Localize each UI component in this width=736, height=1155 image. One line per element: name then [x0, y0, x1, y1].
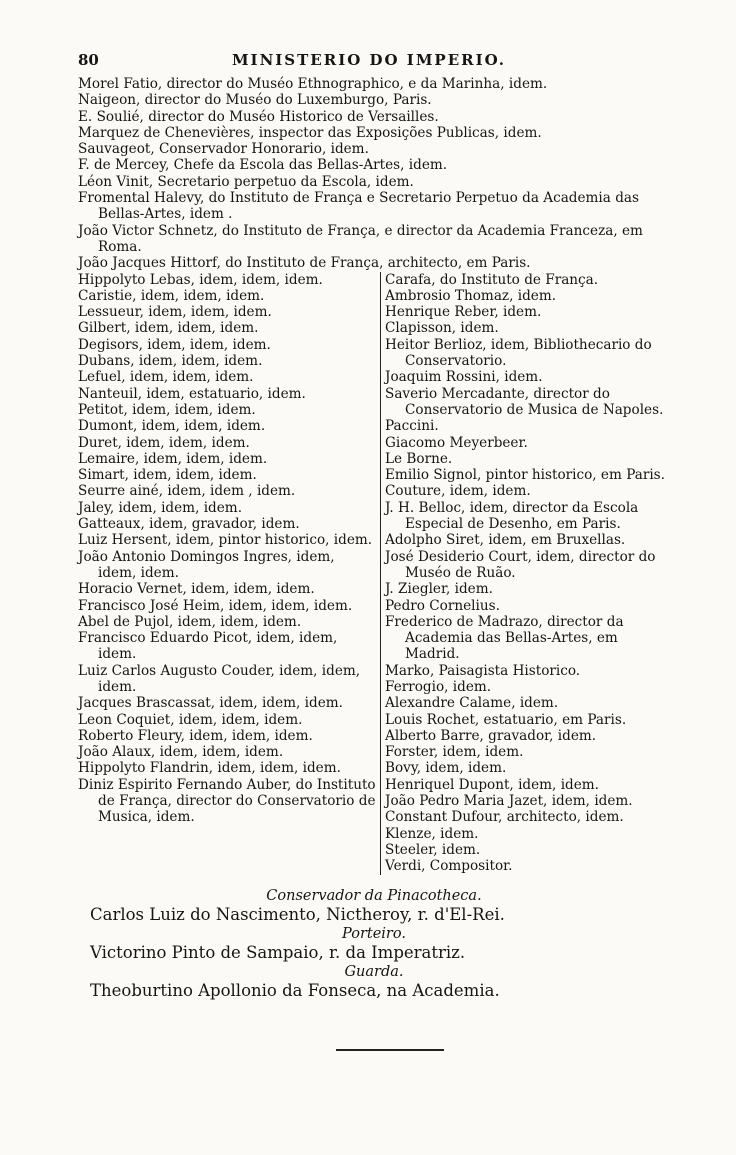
list-item: J. H. Belloc, idem, director da Escola Especial de Desenho, em Paris. [385, 499, 639, 533]
list-item: Diniz Espirito Fernando Auber, do Instituto de França, director do Conservatorio de Musica, idem. [78, 776, 376, 826]
list-item: Jacques Brascassat, idem, idem, idem. [78, 695, 343, 712]
running-head: MINISTERIO DO IMPERIO. [231, 51, 507, 69]
list-item: Steeler, idem. [385, 841, 481, 858]
list-item: João Pedro Maria Jazet, idem, idem. [385, 793, 633, 810]
list-item: Léon Vinit, Secretario perpetuo da Escola, idem. [78, 173, 414, 190]
list-item: Le Borne. [385, 450, 453, 467]
intro-list [78, 76, 670, 272]
list-item: Gilbert, idem, idem, idem. [78, 320, 259, 337]
list-item: João Jacques Hittorf, do Instituto de França, architecto, em Paris. [78, 255, 531, 272]
list-item: Klenze, idem. [385, 825, 479, 842]
list-item: Henriquel Dupont, idem, idem. [385, 776, 600, 793]
list-item: Lessueur, idem, idem, idem. [78, 304, 272, 321]
list-item: Ambrosio Thomaz, idem. [385, 287, 557, 304]
list-item: Verdi, Compositor. [385, 858, 513, 875]
list-item: Saverio Mercadante, director do Conservatorio de Musica de Napoles. [385, 385, 664, 418]
section-entry: Theoburtino Apollonio da Fonseca, na Academia. [90, 980, 500, 1000]
list-item: Hippolyto Lebas, idem, idem, idem. [78, 271, 323, 288]
section-title: Guarda. [344, 963, 404, 980]
list-item: Gatteaux, idem, gravador, idem. [78, 516, 300, 533]
list-item: Henrique Reber, idem. [385, 304, 542, 321]
list-item: Couture, idem, idem. [385, 483, 531, 500]
list-item: Petitot, idem, idem, idem. [78, 401, 256, 418]
list-item: Sauvageot, Conservador Honorario, idem. [78, 141, 369, 158]
list-item: João Alaux, idem, idem, idem. [78, 744, 284, 761]
list-item: Nanteuil, idem, estatuario, idem. [78, 385, 306, 402]
list-item: Bovy, idem, idem. [385, 760, 507, 777]
section-title: Porteiro. [342, 925, 406, 942]
list-item: Clapisson, idem. [385, 320, 499, 337]
list-item: Pedro Cornelius. [385, 597, 500, 614]
section-title: Conservador da Pinacotheca. [266, 887, 482, 904]
document-page [78, 52, 670, 1001]
section-entry: Victorino Pinto de Sampaio, r. da Imperatriz. [90, 942, 466, 962]
list-item: João Victor Schnetz, do Instituto de França, e director da Academia Franceza, em Roma. [78, 222, 643, 255]
list-item: Hippolyto Flandrin, idem, idem, idem. [78, 760, 341, 777]
list-item: Abel de Pujol, idem, idem, idem. [78, 613, 302, 630]
staff-sections [78, 887, 670, 1001]
list-item: Paccini. [385, 418, 439, 435]
list-item: Alberto Barre, gravador, idem. [385, 727, 597, 744]
list-item: Morel Fatio, director do Muséo Ethnographico, e da Marinha, idem. [78, 76, 548, 92]
list-item: Leon Coquiet, idem, idem, idem. [78, 711, 303, 728]
list-item: Giacomo Meyerbeer. [385, 434, 528, 451]
list-item: José Desiderio Court, idem, director do Muséo de Ruão. [385, 548, 656, 581]
page-header [78, 52, 670, 74]
list-item: Louis Rochet, estatuario, em Paris. [385, 711, 627, 728]
list-item: Alexandre Calame, idem. [385, 695, 559, 712]
page-number: 80 [78, 51, 99, 69]
list-item: Jaley, idem, idem, idem. [78, 499, 243, 516]
list-item: Dubans, idem, idem, idem. [78, 353, 263, 370]
list-item: Ferrogio, idem. [385, 678, 492, 695]
list-item: F. de Mercey, Chefe da Escola das Bellas-Artes, idem. [78, 157, 448, 174]
list-item: Francisco José Heim, idem, idem, idem. [78, 597, 353, 614]
list-item: Simart, idem, idem, idem. [78, 467, 257, 484]
two-column-list [78, 272, 670, 875]
closing-rule [336, 1049, 444, 1051]
list-item: Lemaire, idem, idem, idem. [78, 450, 268, 467]
list-item: Roberto Fleury, idem, idem, idem. [78, 727, 313, 744]
list-item: E. Soulié, director do Muséo Historico de Versailles. [78, 108, 439, 125]
list-item: Joaquim Rossini, idem. [385, 369, 543, 386]
list-item: Lefuel, idem, idem, idem. [78, 369, 254, 386]
list-item: J. Ziegler, idem. [385, 581, 493, 598]
list-item: Marquez de Chenevières, inspector das Exposições Publicas, idem. [78, 124, 542, 141]
section-entry: Carlos Luiz do Nascimento, Nictheroy, r. d'El-Rei. [90, 904, 505, 924]
list-item: Emilio Signol, pintor historico, em Paris. [385, 467, 665, 484]
list-item: Carafa, do Instituto de França. [385, 271, 599, 288]
list-item: Heitor Berlioz, idem, Bibliothecario do Conservatorio. [385, 336, 652, 370]
list-item: Naigeon, director do Muséo do Luxemburgo, Paris. [78, 92, 432, 109]
list-item: Seurre ainé, idem, idem , idem. [78, 483, 296, 500]
right-column [380, 272, 670, 875]
list-item: Adolpho Siret, idem, em Bruxellas. [385, 532, 626, 549]
left-column [78, 272, 380, 875]
list-item: Degisors, idem, idem, idem. [78, 336, 271, 353]
list-item: Dumont, idem, idem, idem. [78, 418, 266, 435]
list-item: Marko, Paisagista Historico. [385, 662, 581, 679]
list-item: Luiz Carlos Augusto Couder, idem, idem, idem. [78, 662, 361, 695]
list-item: Duret, idem, idem, idem. [78, 434, 250, 451]
list-item: Francisco Eduardo Picot, idem, idem, idem. [78, 630, 338, 663]
list-item: Frederico de Madrazo, director da Academia das Bellas-Artes, em Madrid. [385, 613, 624, 663]
list-item: Horacio Vernet, idem, idem, idem. [78, 581, 315, 598]
list-item: Fromental Halevy, do Instituto de França e Secretario Perpetuo da Academia das Bellas-Artes, idem . [78, 190, 639, 223]
list-item: Luiz Hersent, idem, pintor historico, idem. [78, 532, 373, 549]
list-item: João Antonio Domingos Ingres, idem, idem, idem. [78, 548, 335, 581]
list-item: Forster, idem, idem. [385, 744, 524, 761]
list-item: Constant Dufour, architecto, idem. [385, 809, 624, 826]
list-item: Caristie, idem, idem, idem. [78, 287, 265, 304]
